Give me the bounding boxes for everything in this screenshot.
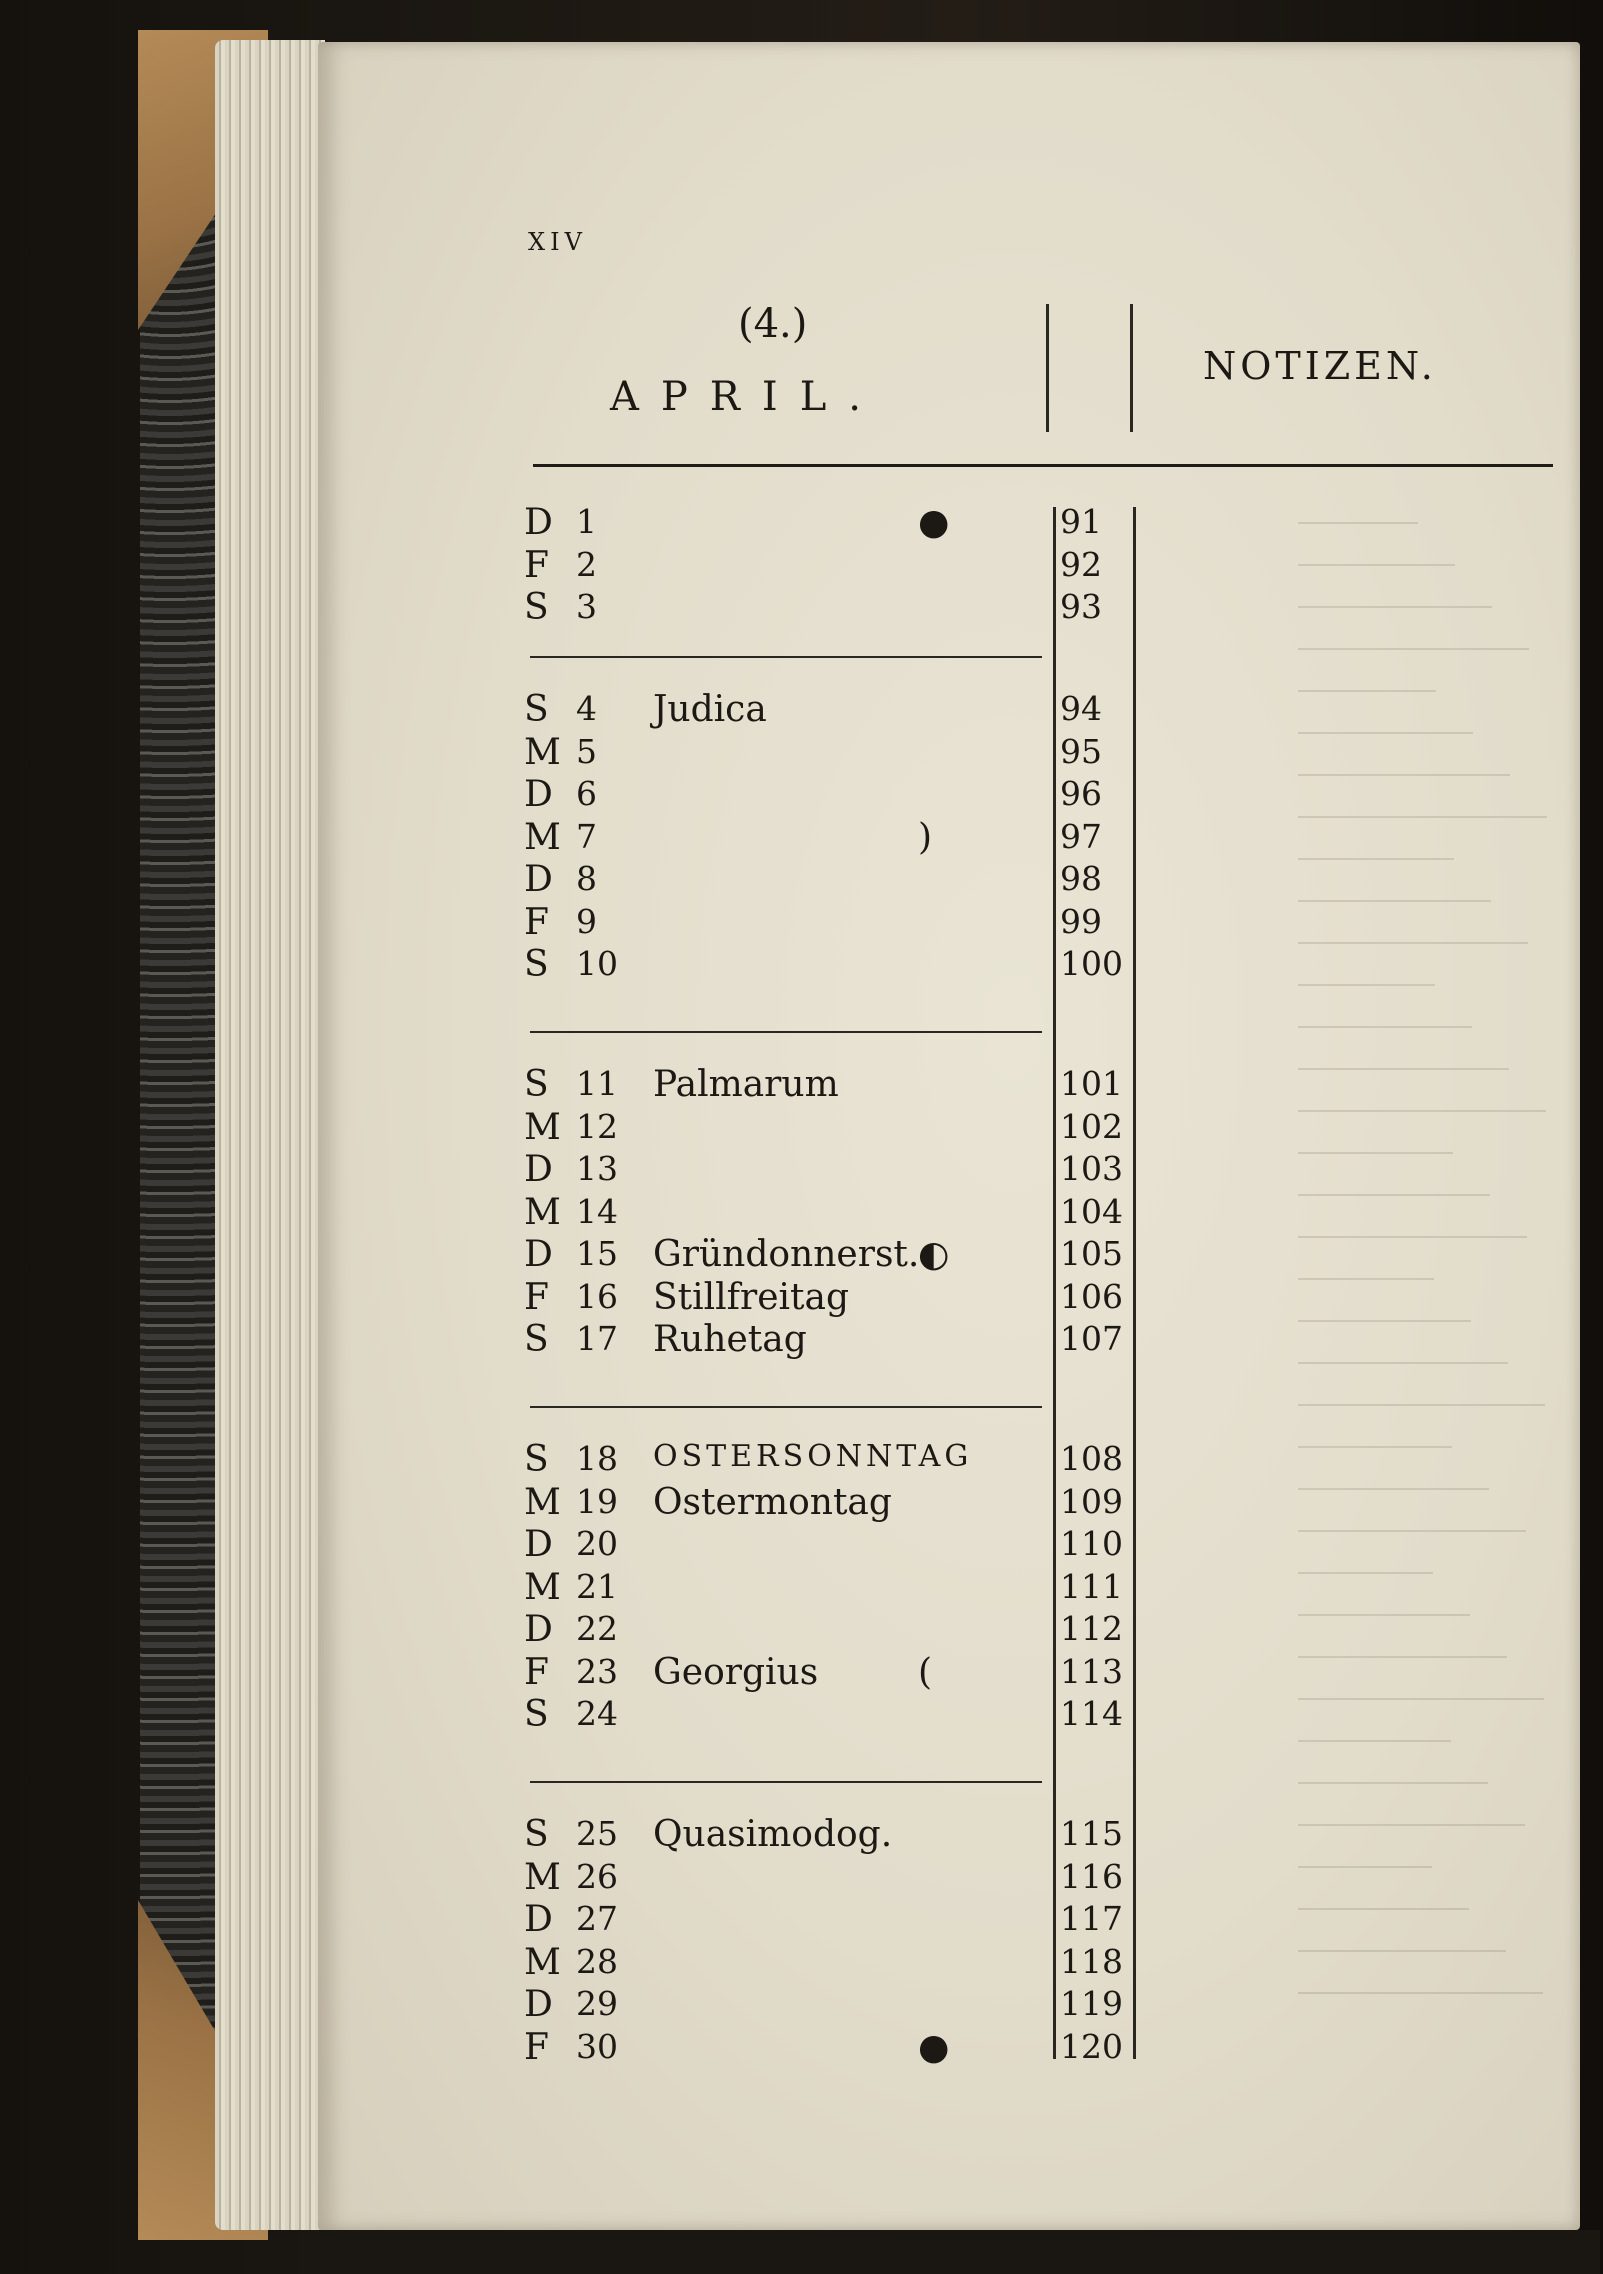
day-number: 5 <box>576 731 597 771</box>
day-number: 16 <box>576 1276 618 1316</box>
day-number: 11 <box>576 1064 618 1103</box>
day-number: 23 <box>576 1651 618 1691</box>
day-number: 26 <box>576 1856 618 1896</box>
day-of-year: 120 <box>1060 2026 1123 2066</box>
day-number: 2 <box>576 544 597 584</box>
day-number: 10 <box>576 944 618 983</box>
weekday-letter: D <box>524 1149 553 1190</box>
bleed-through-mark <box>1298 774 1510 776</box>
bleed-through-mark <box>1298 858 1454 860</box>
weekday-letter: F <box>524 1276 549 1318</box>
weekday-letter: D <box>524 1524 553 1565</box>
day-of-year: 96 <box>1060 774 1102 813</box>
calendar-row <box>318 1192 1218 1234</box>
day-number: 12 <box>576 1106 618 1146</box>
bleed-through-mark <box>1298 522 1418 524</box>
calendar-row <box>318 1694 1218 1736</box>
weekday-letter: S <box>524 587 549 628</box>
bleed-through-mark <box>1298 816 1547 818</box>
day-name: Quasimodog. <box>653 1814 893 1855</box>
calendar-row <box>318 2027 1218 2069</box>
weekday-letter: S <box>524 1319 549 1360</box>
weekday-letter: M <box>524 816 561 858</box>
day-of-year: 103 <box>1060 1149 1123 1188</box>
header-rule <box>533 464 1553 467</box>
weekday-letter: M <box>524 1191 561 1233</box>
weekday-letter: S <box>524 1814 549 1855</box>
month-number: (4.) <box>738 301 808 347</box>
calendar-row <box>318 817 1218 859</box>
bleed-through-mark <box>1298 648 1529 650</box>
weekday-letter: M <box>524 1106 561 1148</box>
day-of-year: 117 <box>1060 1899 1123 1938</box>
day-of-year: 111 <box>1060 1566 1123 1606</box>
day-number: 8 <box>576 859 597 898</box>
moon-phase-icon: ● <box>918 502 950 543</box>
day-of-year: 109 <box>1060 1481 1123 1521</box>
day-number: 17 <box>576 1319 618 1358</box>
day-of-year: 119 <box>1060 1984 1123 2023</box>
bleed-through-mark <box>1298 1236 1527 1238</box>
month-name: APRIL. <box>610 374 883 420</box>
day-of-year: 112 <box>1060 1609 1123 1648</box>
bleed-through-mark <box>1298 690 1436 692</box>
bleed-through-mark <box>1298 1362 1508 1364</box>
day-name: Ostermontag <box>653 1481 892 1523</box>
folio: XIV <box>528 228 587 256</box>
weekday-letter: D <box>524 502 553 543</box>
weekday-letter: M <box>524 1566 561 1608</box>
day-of-year: 93 <box>1060 587 1102 626</box>
bleed-through-mark <box>1298 1110 1546 1112</box>
day-number: 22 <box>576 1609 618 1648</box>
page-bottom-shadow <box>300 2230 1600 2274</box>
day-of-year: 115 <box>1060 1814 1123 1853</box>
day-name: Gründonnerst. <box>653 1234 920 1275</box>
bleed-through-mark <box>1298 1026 1472 1028</box>
bleed-through-mark <box>1298 1866 1432 1868</box>
day-of-year: 105 <box>1060 1234 1123 1273</box>
day-number: 14 <box>576 1191 618 1231</box>
day-of-year: 114 <box>1060 1694 1123 1733</box>
day-of-year: 110 <box>1060 1524 1123 1563</box>
bleed-through-mark <box>1298 1656 1507 1658</box>
weekday-letter: S <box>524 1694 549 1735</box>
weekday-letter: S <box>524 1439 549 1480</box>
calendar-row <box>318 1857 1218 1899</box>
day-name: Stillfreitag <box>653 1276 849 1318</box>
bleed-through-mark <box>1298 1782 1488 1784</box>
day-number: 28 <box>576 1941 618 1981</box>
day-of-year: 100 <box>1060 944 1123 983</box>
calendar-row <box>318 1064 1218 1106</box>
day-of-year: 102 <box>1060 1106 1123 1146</box>
bleed-through-mark <box>1298 1152 1453 1154</box>
day-of-year: 113 <box>1060 1651 1123 1691</box>
bleed-through-mark <box>1298 1572 1433 1574</box>
weekday-letter: D <box>524 1234 553 1275</box>
calendar-row <box>318 732 1218 774</box>
weekday-letter: S <box>524 944 549 985</box>
weekday-letter: S <box>524 689 549 730</box>
day-number: 24 <box>576 1694 618 1733</box>
day-number: 13 <box>576 1149 618 1188</box>
calendar-row <box>318 1524 1218 1566</box>
bleed-through-mark <box>1298 1404 1545 1406</box>
day-number: 18 <box>576 1439 618 1478</box>
day-of-year: 95 <box>1060 731 1102 771</box>
bleed-through-mark <box>1298 732 1473 734</box>
day-number: 29 <box>576 1984 618 2023</box>
day-name: Palmarum <box>653 1064 839 1105</box>
bleed-through-mark <box>1298 984 1435 986</box>
calendar-row <box>318 545 1218 587</box>
bleed-through-mark <box>1298 1614 1470 1616</box>
day-number: 27 <box>576 1899 618 1938</box>
header-column-rule <box>1046 304 1049 432</box>
bleed-through-mark <box>1298 606 1492 608</box>
calendar-row <box>318 1482 1218 1524</box>
calendar-row <box>318 502 1218 544</box>
day-of-year: 99 <box>1060 901 1102 941</box>
week-separator <box>530 1781 1042 1783</box>
day-number: 30 <box>576 2026 618 2066</box>
calendar-row <box>318 1107 1218 1149</box>
calendar-row <box>318 1814 1218 1856</box>
day-number: 20 <box>576 1524 618 1563</box>
bleed-through-mark <box>1298 1530 1526 1532</box>
bleed-through-mark <box>1298 564 1455 566</box>
calendar-row <box>318 1439 1218 1481</box>
calendar-row <box>318 774 1218 816</box>
day-of-year: 106 <box>1060 1276 1123 1316</box>
notes-title: NOTIZEN. <box>1203 344 1437 388</box>
day-of-year: 94 <box>1060 689 1102 728</box>
weekday-letter: S <box>524 1064 549 1105</box>
week-separator <box>530 656 1042 658</box>
header-column-rule <box>1130 304 1133 432</box>
bleed-through-mark <box>1298 1488 1489 1490</box>
day-of-year: 92 <box>1060 544 1102 584</box>
day-name: Ruhetag <box>653 1319 807 1360</box>
day-number: 15 <box>576 1234 618 1273</box>
bleed-through-mark <box>1298 1950 1506 1952</box>
calendar-row <box>318 1652 1218 1694</box>
weekday-letter: M <box>524 1941 561 1983</box>
day-of-year: 97 <box>1060 816 1102 856</box>
calendar-row <box>318 689 1218 731</box>
bleed-through-mark <box>1298 1278 1434 1280</box>
bleed-through-mark <box>1298 1698 1544 1700</box>
day-of-year: 101 <box>1060 1064 1123 1103</box>
calendar-row <box>318 859 1218 901</box>
calendar-row <box>318 1319 1218 1361</box>
day-number: 9 <box>576 901 597 941</box>
weekday-letter: D <box>524 1609 553 1650</box>
day-number: 1 <box>576 502 597 541</box>
moon-phase-icon: ◐ <box>918 1234 950 1275</box>
day-number: 4 <box>576 689 597 728</box>
day-number: 7 <box>576 816 597 856</box>
day-number: 3 <box>576 587 597 626</box>
calendar-row <box>318 1942 1218 1984</box>
day-of-year: 116 <box>1060 1856 1123 1896</box>
weekday-letter: D <box>524 774 553 815</box>
weekday-letter: D <box>524 1984 553 2025</box>
bleed-through-mark <box>1298 1446 1452 1448</box>
day-name: Judica <box>653 689 767 730</box>
bleed-through-mark <box>1298 1068 1509 1070</box>
weekday-letter: M <box>524 1856 561 1898</box>
weekday-letter: D <box>524 1899 553 1940</box>
day-of-year: 108 <box>1060 1439 1123 1478</box>
weekday-letter: F <box>524 2026 549 2068</box>
bleed-through-mark <box>1298 1320 1471 1322</box>
day-of-year: 91 <box>1060 502 1102 541</box>
calendar-row <box>318 1899 1218 1941</box>
moon-phase-icon: ( <box>918 1651 933 1693</box>
bleed-through-mark <box>1298 1740 1451 1742</box>
bleed-through-mark <box>1298 1824 1525 1826</box>
weekday-letter: D <box>524 859 553 900</box>
bleed-through-mark <box>1298 1194 1490 1196</box>
bleed-through-mark <box>1298 1908 1469 1910</box>
calendar-row <box>318 944 1218 986</box>
day-number: 6 <box>576 774 597 813</box>
bleed-through-mark <box>1298 1992 1543 1994</box>
day-name: OSTERSONNTAG <box>653 1439 973 1474</box>
calendar-row <box>318 1984 1218 2026</box>
weekday-letter: M <box>524 1481 561 1523</box>
week-separator <box>530 1406 1042 1408</box>
day-number: 21 <box>576 1566 618 1606</box>
calendar-page <box>318 42 1580 2230</box>
day-number: 25 <box>576 1814 618 1853</box>
day-name: Georgius <box>653 1651 819 1693</box>
weekday-letter: F <box>524 901 549 943</box>
day-of-year: 104 <box>1060 1191 1123 1231</box>
day-number: 19 <box>576 1481 618 1521</box>
weekday-letter: F <box>524 1651 549 1693</box>
bleed-through-mark <box>1298 900 1491 902</box>
calendar-row <box>318 1277 1218 1319</box>
bleed-through-mark <box>1298 942 1528 944</box>
page-edges <box>215 40 325 2230</box>
calendar-row <box>318 1567 1218 1609</box>
moon-phase-icon: ● <box>918 2026 950 2068</box>
calendar-row <box>318 1149 1218 1191</box>
week-separator <box>530 1031 1042 1033</box>
calendar-row <box>318 1234 1218 1276</box>
weekday-letter: M <box>524 731 561 773</box>
moon-phase-icon: ) <box>918 816 933 858</box>
calendar-row <box>318 902 1218 944</box>
day-of-year: 98 <box>1060 859 1102 898</box>
calendar-row <box>318 587 1218 629</box>
weekday-letter: F <box>524 544 549 586</box>
day-of-year: 118 <box>1060 1941 1123 1981</box>
calendar-row <box>318 1609 1218 1651</box>
day-of-year: 107 <box>1060 1319 1123 1358</box>
